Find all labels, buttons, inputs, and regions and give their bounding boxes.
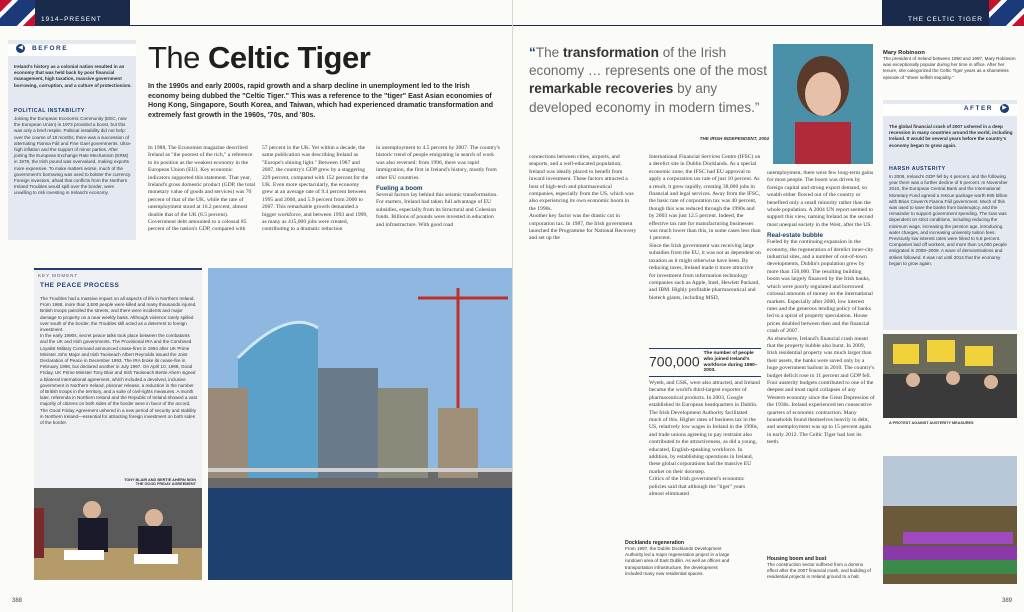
stat-label: The number of people who joined Ireland's workforce during 1990–2003.	[703, 351, 758, 374]
fueling-boom-subhead: Fueling a boom	[376, 185, 423, 193]
after-text: In 2008, Ireland's GDP fell by 4 percent, and the following year there was a further decline of 5 percent. In November 2010, the European Central Bank and the International Monetary Fund agreed a rescue package worth €85 billion with Brian Cowen's Fianna Fáil government. Much of this was used to save the banks from bankruptcy, and the remainder to support government spending. The loan was dependent on strict conditions, including reducing the minimum wage, increasing the pension age, introducing water charges, and increasing university tuition fees. Previously low interest rates were hiked to 5.8 percent. Companies laid off workers, and more than 14,000 people emigrated in 2008–2009. A wave of demonstrations and strikes followed. It was not until 2014 that the economy began to grow again.	[889, 174, 1008, 266]
housing-bust-photo	[883, 456, 1017, 584]
stat-number: 700,000	[649, 353, 700, 370]
robinson-caption-block	[883, 50, 1017, 81]
intro-paragraph: In the 1990s and early 2000s, rapid growth and a sharp decline in unemployment led to the Irish economy being dubbed the "Celtic Tiger." This was a reference to the "tiger" East Asian economies of Hong Kong, Singapore, South Korea, and Taiwan, which had experienced dramatic transformation and extremely fast growth in the 1960s, '70s, and '80s.	[148, 82, 494, 119]
key-moment-title: THE PEACE PROCESS	[40, 282, 120, 289]
housing-caption-block	[767, 556, 875, 581]
header-rule	[130, 25, 512, 26]
pipes-illustration	[883, 456, 1017, 584]
union-flag-icon	[0, 0, 35, 26]
arrow-right-icon: ▶	[1000, 104, 1009, 113]
before-sidebar	[8, 40, 136, 240]
after-subhead: HARSH AUSTERITY	[889, 166, 946, 172]
before-lead: Ireland's history as a colonial nation resulted in an economy that was held back by poor financial management, high taxation, massive government borrowing, corruption, and a culture of protectionism.	[14, 64, 132, 88]
before-label: BEFORE	[32, 45, 69, 52]
page-number-left: 388	[12, 598, 23, 604]
docklands-subhead: Docklands regeneration	[625, 540, 685, 546]
dublin-docklands-photo	[208, 268, 512, 580]
housing-subhead: Housing boom and bust	[767, 556, 827, 562]
before-text: Joining the European Economic Community (EEC, now the European Union) in 1973 provided a boost, but this was only a brief respite. Political instability did not help: over the course of 18 months, there was a succession of alternating Fianna Fáil and Fine Gael governments. Ultra-high inflation and the support of minor parties. After joining the European Exchange Rate Mechanism (ERM) in 1979, the Irish pound was overvalued, making exports more expensive. To make matters worse, much of the government's borrowing was used to bolster the currency. Foreign investors, afraid that conflicts from the Northern Ireland Troubles would spill over the border, were unwilling to risk investing in Ireland's economy.	[14, 116, 132, 196]
before-subhead: POLITICAL INSTABILITY	[14, 108, 85, 114]
body-column-4: connections between cities, airports, and seaports, and a well-educated population, Ireland was ideally placed to benefit from inward investment. These factors attracted a host of high-tech and pharmaceutical companies, especially from the US, which was also experiencing its own economic boom in the 1990s. Another key factor was the drastic cut in corporation tax. In 1987, the Irish government launched the Programme for National Recovery and set up the	[529, 154, 637, 242]
quote-source: THE IRISH INDEPENDENT, 2004	[699, 136, 769, 141]
robinson-portrait	[773, 44, 873, 164]
robinson-text: The president of Ireland between 1990 and 1997, Mary Robinson was exceptionally popular during her time in office. After her tenure, she categorized the Celtic Tiger years as a shameless episode of "sheer selfish stupidity."	[883, 56, 1016, 80]
stat-box	[649, 348, 761, 377]
after-sidebar	[883, 100, 1017, 330]
body-column-5: International Financial Services Centre (IFSC) on a derelict site in Dublin Docklands. As a special economic zone, the IFSC had EU approval to apply a corporation tax rate of just 10 percent. As a result, it grew rapidly, creating 38,000 jobs in financial and legal services. Away from the IFSC, the basic rate of corporation tax was 40 percent, though this was reduced through the 1990s and by 2003 was just 12.5 percent. Indeed, the effective tax rate for manufacturing businesses was much lower than this, in some cases less than 1 percent. Since the Irish government was receiving large subsidies from the EU, it was not as dependent on taxation as it might otherwise have been. By reducing taxes, Ireland made it more attractive for investment from information technology companies such as Apple, Intel, Hewlett Packard, and IBM. Highly profitable pharmaceutical and biotech giants, including MSD,	[649, 154, 761, 301]
header-rule-right	[513, 25, 883, 26]
arrow-left-icon: ◀	[16, 44, 25, 53]
key-moment-caption: TONY BLAIR AND BERTIE AHERN SIGN THE GOOD FRIDAY AGREEMENT	[124, 478, 196, 486]
real-estate-subhead: Real-estate bubble	[767, 232, 823, 240]
protest-caption: A PROTEST AGAINST AUSTERITY MEASURES	[889, 421, 974, 425]
austerity-protest-photo	[883, 334, 1017, 418]
body-column-3: in unemployment to 4.5 percent by 2007. The country's historic trend of people emigrating in search of work was also reversed: from 1996, there was rapid immigration, the first in Ireland's history, mostly from other EU countries. Fueling a boom Several factors lay behind this seismic transformation. For starters, Ireland had taken full advantage of EU subsidies, especially from its Structural and Cohesion funds. Billions of pounds were invested in education and infrastructure. With good road	[376, 145, 500, 228]
right-page	[512, 0, 1024, 612]
key-moment-box	[34, 268, 202, 580]
header-tab-right: THE CELTIC TIGER	[882, 14, 989, 26]
docklands-illustration	[208, 268, 512, 580]
body-column-6: unemployment, there were few long-term gains for most people. The boom was driven by foreign capital and strong export demand, so wealth either flowed out of the country or benefited only a small minority rather than the whole population. A 2004 UN report seemed to support this view, naming Ireland as the second most unequal society in the West, after the US. Real-estate bubble Fueled by the continuing expansion in the economy, the regeneration of derelict inner-city industrial sites, and a number of out-of-town developments, Dublin's population grew by more than 150,000. The resulting building boom was largely financed by the Irish banks, which were poorly regulated and borrowed colossal amounts of money on the international markets. Especially after 2000, low interest rates and the generous lending policy of banks led to a spiral of property speculation. House prices doubled between then and the financial crash of 2007. As elsewhere, Ireland's financial crash meant that the property bubble also burst. In 2009, Irish residential property was much larger than their assets, the banks were saved only by a huge government bailout in 2010. The country's budget deficit rose to 11 percent and GDP fell. Four austerity budgets contributed to one of the deepest and most rapid collapses of any Western economy since the Great Depression of the 1930s. Ireland experienced ten consecutive quarters of economic contraction. Many households found themselves heavily in debt, and unemployment was up to 15 percent again in early 2012. The Celtic Tiger had lost its teeth.	[767, 170, 875, 446]
good-friday-signing-photo	[34, 488, 202, 580]
header-tab-left: 1914–PRESENT	[35, 14, 130, 26]
page-title: The Celtic Tiger	[148, 40, 371, 75]
docklands-text: From 1997, the Dublin Docklands Development Authority led a major regeneration project in a large rundown area of East Dublin. As well as offices and transportation infrastructure, the development included many new residential spaces.	[625, 546, 730, 576]
key-moment-tag: KEY MOMENT	[38, 273, 79, 278]
body-column-1: In 1988, The Economist magazine described Ireland as "the poorest of the rich," a reference to its position as the weakest economy in the European Union (EU). Key economic indicators supported this statement. That year, Ireland's gross domestic product (GDP, the total monetary value of goods and services) was 70 percent of that of the UK, while the rate of unemployment stood at 16.2 percent, almost double that of the UK (8.5 percent). Government debt amounted to a colossal 85 percent of the nation's GDP, compared with	[148, 145, 256, 233]
key-moment-text: The Troubles had a massive impact on all aspects of life in Northern Ireland. From 1968, more than 3,500 people were killed and many thousands injured. British troops patrolled the streets, and there were incidents and major damage to property on a near weekly basis. Although violence rarely spilled over south of the border, the Troubles still acted as a deterrent to foreign investment. In the early 1990s, secret peace talks took place between the combatants and the UK and Irish governments. The Provisional IRA and the Combined Loyalist Military Command announced cease-fires in 1994 after UK Prime Minister John Major and Irish Taoiseach Albert Reynolds issued the Joint Declaration of Peace in December 1993. The IRA broke its cease-fire in February 1996, but declared another in July 1997. On April 10, 1998, Good Friday, UK Prime Minister Tony Blair and Irish Taoiseach Bertie Ahern signed a bilateral international agreement, which included a devolved, inclusive government in Northern Ireland, prisoner release, a reduction in the number of British troops in the territory, and a suite of civil-rights measures. A month later, referenda in Northern Ireland and the Republic of Ireland showed a vast majority of citizens on both sides of the border were in favor of the accord. The Good Friday Agreement ushered in a new period of security and stability in Northern Ireland—essential for attracting foreign investment on both sides of the border.	[40, 296, 198, 426]
mary-robinson-photo	[773, 44, 873, 164]
header-band-right	[882, 0, 1024, 26]
header-band-left	[0, 0, 130, 26]
signing-illustration	[34, 488, 202, 580]
protest-illustration	[883, 334, 1017, 418]
pull-quote: “The transformation of the Irish economy … represents one of the most remarkable recoveries by any developed economy in modern times.” THE IRISH INDEPENDENT, 2004	[529, 45, 769, 141]
robinson-name: Mary Robinson	[883, 50, 925, 56]
after-label: AFTER	[963, 105, 993, 112]
page-number-right: 389	[1001, 598, 1012, 604]
after-lead: The global financial crash of 2007 ushered in a deep recession in many countries around the world, including Ireland. It would be several years before the country's economy began to grow again.	[889, 124, 1013, 148]
body-column-2: 57 percent in the UK. Yet within a decade, the same publication was describing Ireland as "Europe's shining light." Between 1987 and 2007, the country's GDP grew by a staggering 229 percent, compared with 152 percent for the UK. Even more spectacularly, the economy grew at an average rate of 9.4 percent between 1995 and 2000, and 5.9 percent from 2000 to 2007. This remarkable growth demanded a bigger workforce, and between 1993 and 1999, as many as 415,000 jobs were created, contributing to a dramatic reduction	[262, 145, 369, 233]
body-column-5b: Wyeth, and GSK, were also attracted, and Ireland became the world's third-largest exporter of pharmaceutical products. In 2003, Google established its European headquarters in Dublin. The Irish Development Authority facilitated much of this. Higher rates of business tax in the US, relatively low wages in Ireland in the 1990s, and trade unions agreeing to pay restraint also contributed to the attractiveness, as did a young, educated, English-speaking workforce. In addition, by establishing operations in Ireland, these global corporations had the massive EU market on their doorstep. Critics of the Irish government's economic policies said that although the "tiger" years almost eliminated	[649, 380, 760, 498]
union-flag-icon-right	[989, 0, 1024, 26]
docklands-caption-block	[625, 540, 735, 577]
housing-text: The construction sector suffered from a domino effect after the 2007 financial crash, and building of residential projects in Ireland ground to a halt.	[767, 562, 871, 580]
